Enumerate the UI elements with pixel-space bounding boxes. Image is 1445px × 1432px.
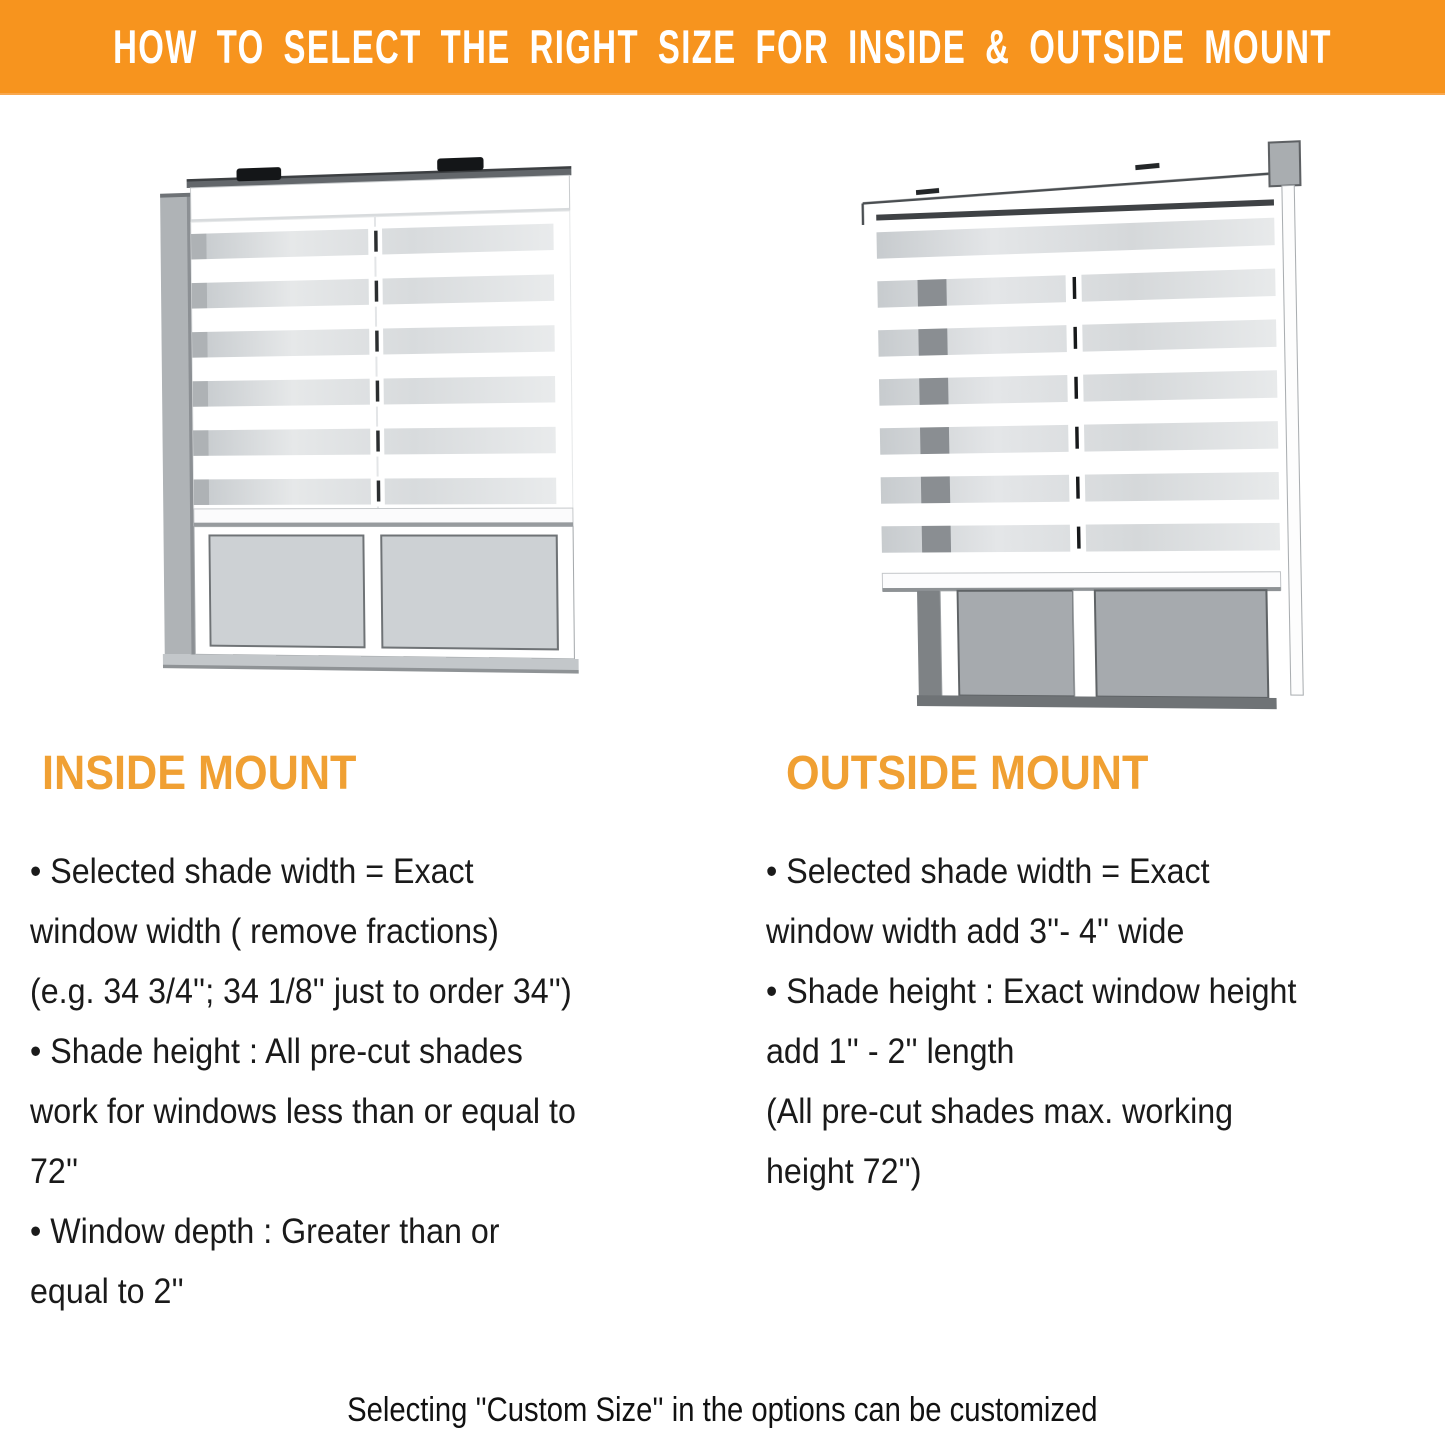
text-line: equal to 2'' bbox=[30, 1272, 184, 1311]
text-line: • Window depth : Greater than or bbox=[30, 1212, 500, 1251]
bottom-rail bbox=[882, 572, 1281, 592]
outside-mount-window-drawing bbox=[854, 127, 1336, 720]
footer-note bbox=[0, 1390, 1445, 1430]
inside-mount-illustration bbox=[148, 148, 618, 693]
text-line: window width ( remove fractions) bbox=[30, 912, 499, 951]
page-title: HOW TO SELECT THE RIGHT SIZE FOR INSIDE & OUTSIDE MOUNT bbox=[113, 20, 1332, 73]
bottom-rail bbox=[194, 508, 573, 527]
outside-mount-heading: OUTSIDE MOUNT bbox=[786, 747, 1149, 800]
window-frame bbox=[160, 193, 195, 657]
side-rail bbox=[1282, 185, 1303, 695]
outside-mount-text bbox=[766, 842, 1445, 1202]
text-line: • Selected shade width = Exact bbox=[766, 852, 1210, 891]
mounting-block bbox=[1269, 141, 1301, 186]
text-line: 72'' bbox=[30, 1152, 79, 1191]
inside-mount-heading: INSIDE MOUNT bbox=[42, 747, 357, 800]
custom-size-note: Selecting ''Custom Size'' in the options can be customized bbox=[347, 1391, 1098, 1429]
window-panes bbox=[915, 590, 1277, 709]
header-banner bbox=[0, 0, 1445, 95]
text-line: height 72'') bbox=[766, 1152, 922, 1191]
zebra-stripes bbox=[876, 205, 1280, 585]
zebra-stripes bbox=[191, 211, 573, 513]
text-line: (e.g. 34 3/4''; 34 1/8'' just to order 34'') bbox=[30, 972, 572, 1011]
text-line: • Shade height : Exact window height bbox=[766, 972, 1297, 1011]
text-line: window width add 3''- 4'' wide bbox=[766, 912, 1185, 951]
text-line: work for windows less than or equal to bbox=[30, 1092, 576, 1131]
text-line: (All pre-cut shades max. working bbox=[766, 1092, 1234, 1131]
text-line: • Selected shade width = Exact bbox=[30, 852, 474, 891]
text-line: add 1'' - 2'' length bbox=[766, 1032, 1015, 1071]
text-line: • Shade height : All pre-cut shades bbox=[30, 1032, 523, 1071]
window-panes bbox=[162, 526, 579, 673]
inside-mount-text bbox=[30, 842, 729, 1322]
inside-mount-window-drawing bbox=[152, 139, 624, 696]
outside-mount-illustration bbox=[852, 138, 1327, 718]
